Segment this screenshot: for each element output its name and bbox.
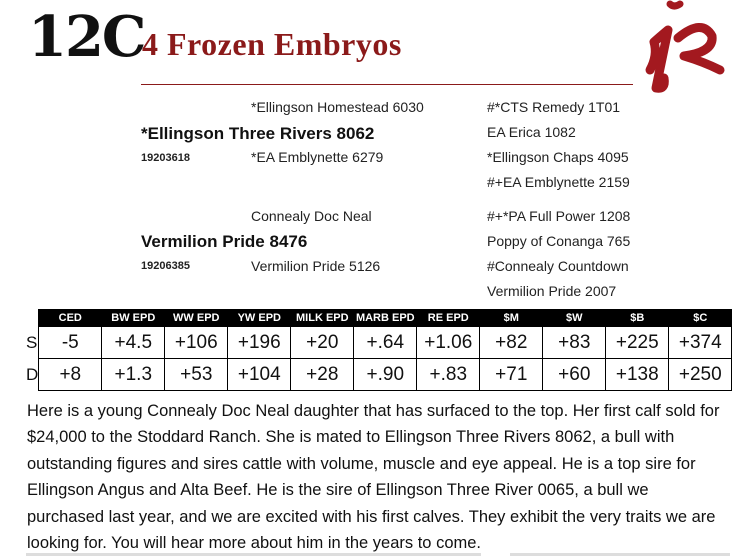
- epd-row-label: D: [26, 364, 39, 384]
- epd-corner: [26, 310, 39, 327]
- sire-grandsire-dam: EA Erica 1082: [487, 124, 576, 140]
- epd-cell: +60: [543, 359, 606, 391]
- epd-cell: +106: [165, 327, 228, 359]
- epd-cell: +8: [39, 359, 102, 391]
- brand-logo-icon: [640, 0, 730, 100]
- epd-cell: +71: [480, 359, 543, 391]
- epd-cell: +83: [543, 327, 606, 359]
- epd-cell: +104: [228, 359, 291, 391]
- epd-cell: +53: [165, 359, 228, 391]
- epd-cell: -5: [39, 327, 102, 359]
- epd-header-bw: BW EPD: [102, 310, 165, 327]
- divider: [510, 553, 730, 556]
- epd-cell: +.64: [354, 327, 417, 359]
- lot-headline: 4 Frozen Embryos: [142, 26, 402, 62]
- divider: [26, 553, 481, 556]
- dam-sire: Connealy Doc Neal: [251, 208, 372, 224]
- epd-cell: +196: [228, 327, 291, 359]
- dam-granddam-sire: #Connealy Countdown: [487, 258, 629, 274]
- epd-header-re: RE EPD: [417, 310, 480, 327]
- sire-registration: 19203618: [141, 152, 190, 164]
- epd-cell: +250: [669, 359, 732, 391]
- sire-grandsire-sire: #*CTS Remedy 1T01: [487, 99, 621, 115]
- epd-header-m: $M: [480, 310, 543, 327]
- epd-cell: +225: [606, 327, 669, 359]
- epd-row-dam: [26, 359, 732, 391]
- epd-cell: +1.06: [417, 327, 480, 359]
- epd-cell: +.83: [417, 359, 480, 391]
- epd-row-sire: [26, 327, 732, 359]
- epd-header-c: $C: [669, 310, 732, 327]
- epd-table: [26, 309, 732, 391]
- epd-cell: +374: [669, 327, 732, 359]
- epd-cell: +20: [291, 327, 354, 359]
- epd-cell: +1.3: [102, 359, 165, 391]
- dam-granddam-dam: Vermilion Pride 2007: [487, 283, 617, 299]
- epd-header-ww: WW EPD: [165, 310, 228, 327]
- divider: [141, 84, 633, 85]
- sire-name: *Ellingson Three Rivers 8062: [141, 124, 375, 143]
- dam-grandsire-dam: Poppy of Conanga 765: [487, 233, 631, 249]
- dam-grandsire-sire: #+*PA Full Power 1208: [487, 208, 631, 224]
- dam-registration: 19206385: [141, 260, 190, 272]
- epd-header-milk: MILK EPD: [291, 310, 354, 327]
- lot-number: 12C: [28, 4, 145, 70]
- lot-description: Here is a young Connealy Doc Neal daughter that has surfaced to the top. Her first calf sold for $24,000 to the Stoddard Ranch. She is mated to Ellingson Three Rivers 8062, a bull with outstanding figures and sires cattle with volume, muscle and eye appeal. He is a top sire for Ellingson Angus and Alta Beef. He is the sire of Ellingson Three River 0065, a bull we purchased last year, and we are excited with his first calves. They exhibit the very traits we are looking for. You will hear more about him in the years to come.: [27, 402, 720, 553]
- epd-cell: +82: [480, 327, 543, 359]
- sire-granddam-sire: *Ellingson Chaps 4095: [487, 149, 629, 165]
- epd-header-row: [26, 310, 732, 327]
- dam-name: Vermilion Pride 8476: [141, 232, 308, 251]
- dam-dam: Vermilion Pride 5126: [251, 258, 381, 274]
- epd-header-ced: CED: [39, 310, 102, 327]
- sire-granddam-dam: #+EA Emblynette 2159: [487, 174, 630, 190]
- epd-cell: +4.5: [102, 327, 165, 359]
- epd-cell: +138: [606, 359, 669, 391]
- epd-row-label: S: [26, 332, 38, 352]
- epd-header-yw: YW EPD: [228, 310, 291, 327]
- epd-header-marb: MARB EPD: [354, 310, 417, 327]
- sire-dam: *EA Emblynette 6279: [251, 149, 384, 165]
- epd-cell: +.90: [354, 359, 417, 391]
- sire-sire: *Ellingson Homestead 6030: [251, 99, 424, 115]
- epd-cell: +28: [291, 359, 354, 391]
- epd-header-b: $B: [606, 310, 669, 327]
- epd-header-w: $W: [543, 310, 606, 327]
